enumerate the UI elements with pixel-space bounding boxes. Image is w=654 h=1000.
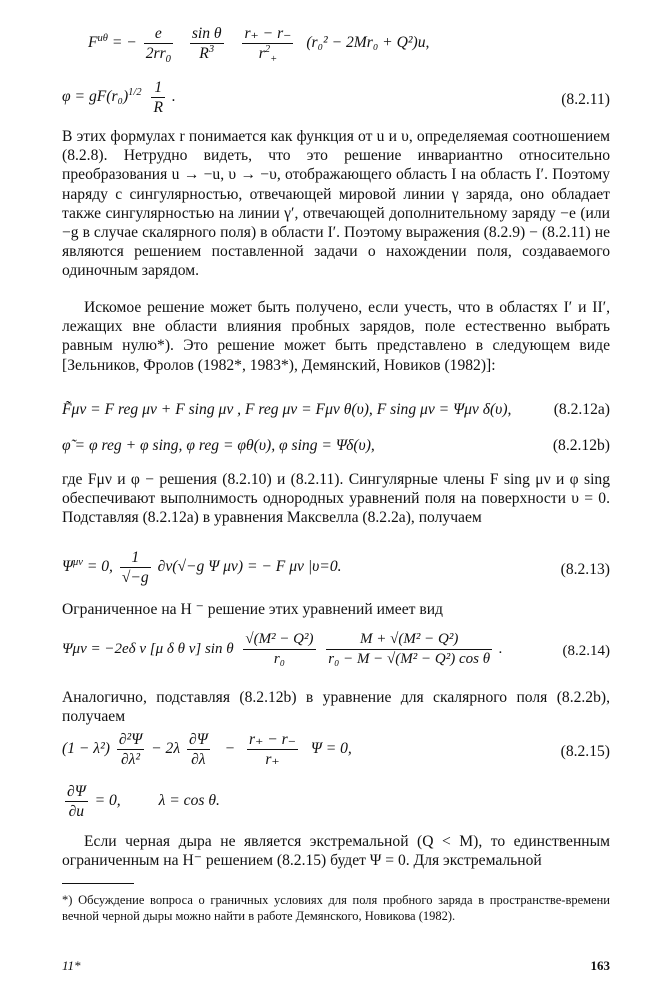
paragraph-6: Если черная дыра не является экстремальной (Q < M), то единственным ограниченным на H⁻ решением (8.2.15) будет Ψ = 0. Для экстремальной xyxy=(62,833,610,870)
equation-number: (8.2.12b) xyxy=(552,437,610,454)
fraction-d2psi: $\frac{\text{∂²Ψ}}{\text{∂λ²}}$ xyxy=(118,731,143,768)
fraction-e: $\frac{e}{2rr_0}$ xyxy=(145,25,171,66)
equation-number: (8.2.13) xyxy=(560,561,610,578)
equation-number: (8.2.12a) xyxy=(553,401,610,418)
fraction-dpsi: $\frac{\partial\Psi}{\partial\lambda}$ xyxy=(189,731,208,768)
equation-phi: $\varphi = gF(r_0)^{1/2}$ $\frac{1}{R}$ . (8.2.11) xyxy=(62,79,610,116)
paragraph-1: В этих формулах r понимается как функция от u и υ, определяемая соотношением (8.2.8). Нетрудно видеть, что это решение инвариантно относительно преобразования u → −u, υ → −υ, отображающего область I на область I′. Поэтому наряду с сингулярностью, отвечающей мировой линии γ заряда, оно обладает также сингулярностью на линии γ′, отвечающей дополнительному заряду −e (или −g в случае скалярного поля) в области I′. Поэтому выражения (8.2.9) − (8.2.11) не являются решением поставленной задачи о нахождении поля, создаваемого одиночным зарядом. xyxy=(62,128,610,280)
signature-mark: 11* xyxy=(62,958,81,973)
equation-8-2-12a: F̃μν = F reg μν + F sing μν , F reg μν = Fμν θ(υ), F sing μν = Ψμν δ(υ), (8.2.12a) xyxy=(62,401,610,418)
fraction-one-over-sqrt-g: $\frac{1}{√-g}$ xyxy=(121,549,149,586)
equation-number: (8.2.14) xyxy=(562,643,610,659)
equation-number: (8.2.15) xyxy=(560,743,610,760)
equation-8-2-15: (1 − λ²) $\frac{\text{∂²Ψ}}{\text{∂λ²}}$ − 2λ $\frac{\partial\Psi}{\partial\lambda}$ − $\frac{r_+ - r_-}{r_+}$ Ψ = 0, (8.2.15) xyxy=(62,731,610,768)
paragraph-4: Ограниченное на H ⁻ решение этих уравнений имеет вид xyxy=(62,601,443,618)
paragraph-3: где Fμν и φ − решения (8.2.10) и (8.2.11). Сингулярные члены F sing μν и φ sing обеспечивают выполнимость однородных уравнений поля на поверхности υ = 0. Подставляя (8.2.12a) в уравнения Максвелла (8.2.2a), получаем xyxy=(62,471,610,527)
fraction-one-over-r: $\frac{1}{R}$ xyxy=(153,79,164,116)
footnote: *) Обсуждение вопроса о граничных условиях для поля пробного заряда в пространстве-времени вечной черной дыры можно найти в работе Демянского, Новикова (1982). xyxy=(62,893,610,923)
equation-8-2-12b: φ̃ = φ reg + φ sing, φ reg = φθ(υ), φ sing = Ψδ(υ), (8.2.12b) xyxy=(62,437,610,454)
fraction-m-plus-sqrt: $\frac{\text{M + √(M² − Q²)}}{\text{r₀ − M − √(M² − Q²) cos θ}}$ xyxy=(328,631,491,667)
fraction-dpsi-du: $\frac{\partial\Psi}{\partial u}$ xyxy=(67,783,86,820)
equation-8-2-13: $\Psi^{\mu\nu} = 0$, $\frac{1}{√-g}$ ∂ν(√−g Ψ μν) = − F μν |υ=0. (8.2.13) xyxy=(62,549,610,586)
equation-f-u-theta: $F^{u\theta}$ = − $\frac{e}{2rr_0}$ $\frac{\text{sin θ}}{R^3}$ $\frac{r_+ - r_-}{r^2_+}$ (r₀² − 2Mr₀ + Q²)u, xyxy=(88,25,430,66)
equation-8-2-14: Ψμν = −2eδ ν [μ δ θ ν] sin θ $\frac{\text{√(M² − Q²)}}{\text{r₀}}$ $\frac{\text{M + √(M² − Q²)}}{\text{r₀ − M − √(M² − Q²) cos θ}}$ . (8.2.14) xyxy=(62,631,610,667)
fraction-sin: $\frac{\text{sin θ}}{R^3}$ xyxy=(191,25,222,62)
paragraph-2: Искомое решение может быть получено, если учесть, что в областях I′ и II′, лежащих вне области влияния пробных зарядов, поле естественно выбрать равным нулю*). Это решение может быть представлено в следующем виде [Зельников, Фролов (1982*, 1983*), Демянский, Новиков (1982)]: xyxy=(62,299,610,374)
fraction-r-difference: $\frac{r_+ - r_-}{r^2_+}$ xyxy=(244,25,292,66)
footnote-rule xyxy=(62,883,134,884)
fraction-sqrt-m-q: $\frac{\text{√(M² − Q²)}}{\text{r₀}}$ xyxy=(245,631,314,667)
equation-boundary-condition: $\frac{\partial\Psi}{\partial u}$ = 0, λ = cos θ. xyxy=(67,783,220,820)
paragraph-5: Аналогично, подставляя (8.2.12b) в уравнение для скалярного поля (8.2.2b), получаем xyxy=(62,689,610,726)
equation-number: (8.2.11) xyxy=(561,91,610,108)
fraction-r-diff-over-rplus: $\frac{r_+ - r_-}{r_+}$ xyxy=(249,731,296,768)
page-number: 163 xyxy=(590,958,610,973)
